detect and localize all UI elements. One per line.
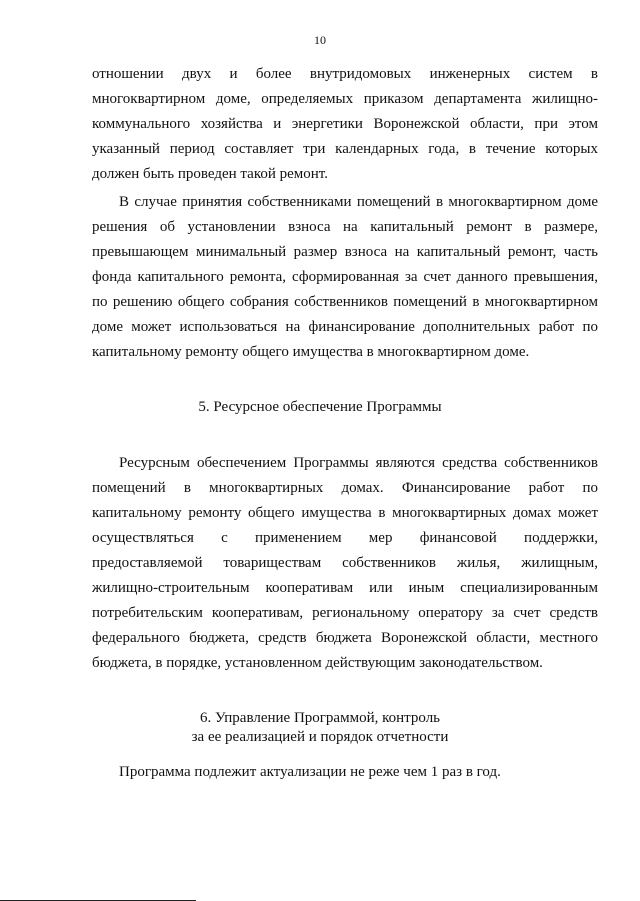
paragraph-continuation <box>92 62 598 187</box>
page-number: 10 <box>314 33 326 47</box>
text-line: превышающем минимальный размер взноса на капитальный ремонт, часть <box>92 244 598 260</box>
text-line: жилищно-строительным кооперативам или иным специализированным <box>92 580 598 596</box>
text-line: Ресурсным обеспечением Программы являются средства собственников <box>119 455 598 471</box>
text-line: по решению общего собрания собственников помещений в многоквартирном <box>92 294 598 310</box>
text-line: бюджета, в порядке, установленном действующим законодательством. <box>92 655 543 671</box>
section-5-paragraph <box>92 451 598 676</box>
text-line: многоквартирном доме, определяемых приказом департамента жилищно- <box>92 91 598 107</box>
text-line: должен быть проведен такой ремонт. <box>92 166 328 182</box>
text-line: предоставляемой товариществам собственников жилья, жилищным, <box>92 555 598 571</box>
text-line: доме может использоваться на финансирование дополнительных работ по <box>92 319 598 335</box>
text-line: фонда капитального ремонта, сформированная за счет данного превышения, <box>92 269 598 285</box>
text-line: федерального бюджета, средств бюджета Воронежской области, местного <box>92 630 598 646</box>
text-line: решения об установлении взноса на капитальный ремонт в размере, <box>92 219 598 235</box>
text-line: потребительским кооперативам, региональному оператору за счет средств <box>92 605 598 621</box>
text-line: указанный период составляет три календарных года, в течение которых <box>92 141 598 157</box>
text-line: Программа подлежит актуализации не реже чем 1 раз в год. <box>119 764 501 780</box>
text-line: капитальному ремонту общего имущества в многоквартирном доме. <box>92 344 530 360</box>
paragraph-excess-contribution <box>92 190 598 365</box>
text-line: помещений в многоквартирных домах. Финансирование работ по <box>92 480 598 496</box>
section-5-title: 5. Ресурсное обеспечение Программы <box>198 399 442 415</box>
section-6-title <box>0 709 640 747</box>
section-6-title-line-2: за ее реализацией и порядок отчетности <box>191 729 449 745</box>
text-line: осуществляться с применением мер финансовой поддержки, <box>92 530 598 546</box>
text-line: капитальному ремонту общего имущества в многоквартирных домах может <box>92 505 598 521</box>
text-line: В случае принятия собственниками помещений в многоквартирном доме <box>119 194 598 210</box>
section-6-paragraph <box>92 760 598 785</box>
text-line: коммунального хозяйства и энергетики Воронежской области, при этом <box>92 116 598 132</box>
text-line: отношении двух и более внутридомовых инженерных систем в <box>92 66 598 82</box>
section-6-title-line-1: 6. Управление Программой, контроль <box>199 710 441 726</box>
